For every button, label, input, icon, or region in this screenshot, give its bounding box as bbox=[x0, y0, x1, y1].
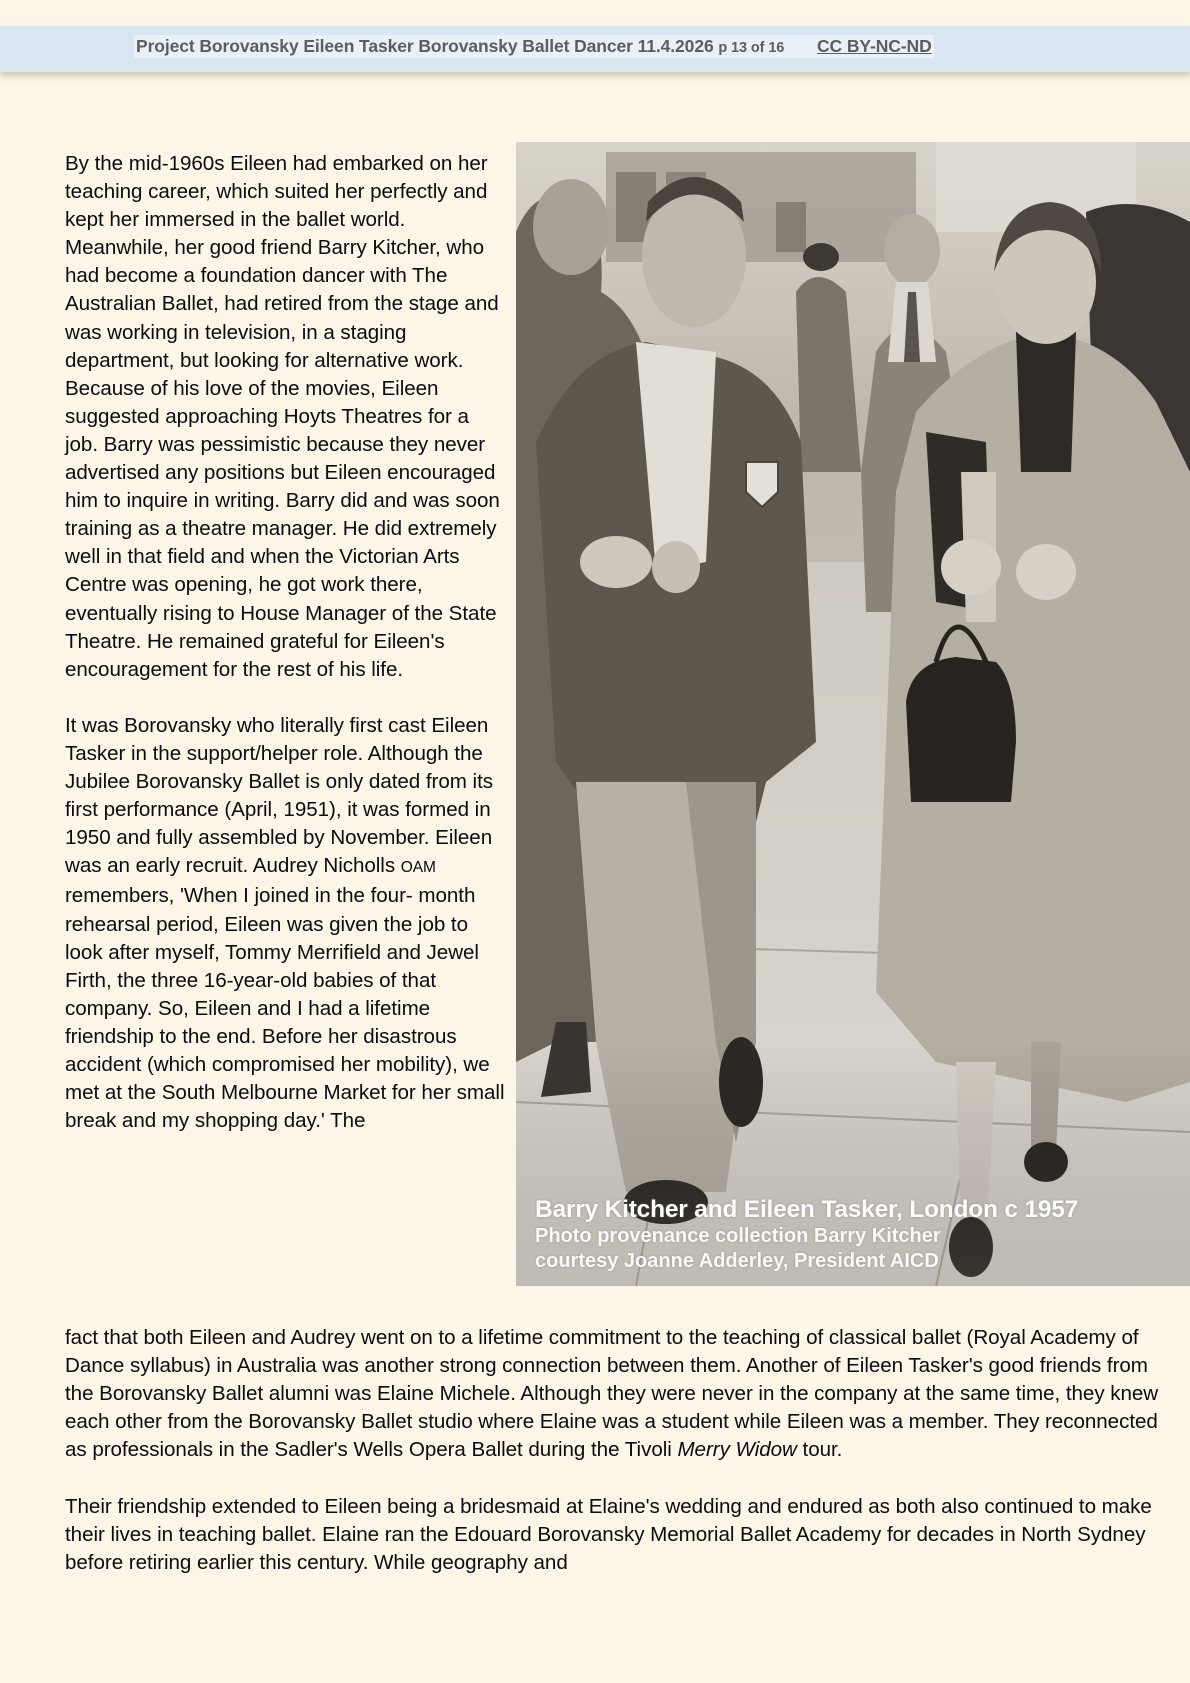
header-title: Project Borovansky Eileen Tasker Borovansky Ballet Dancer 11.4.2026 bbox=[136, 36, 714, 56]
license-link[interactable]: CC BY-NC-ND bbox=[817, 36, 932, 56]
paragraph-text: remembers, 'When I joined in the four- month rehearsal period, Eileen was given the job to look after myself, Tommy Merrifield and Jewel Firth, the three 16-year-old babies of that company. So, Eileen and I had a lifetime friendship to the end. Before her disastrous accident (which compromised her mobility), we met at the South Melbourne Market for her small break and my shopping day.' The bbox=[65, 884, 505, 1133]
left-column bbox=[65, 150, 505, 1135]
paragraph-text: tour. bbox=[796, 1438, 843, 1462]
paragraph-teaching-career: By the mid-1960s Eileen had embarked on her teaching career, which suited her perfectly and kept her immersed in the ballet world. Meanwhile, her good friend Barry Kitcher, who had become a foundation dancer with The Australian Ballet, had retired from the stage and was working in television, in a staging department, but looking for alternative work. Because of his love of the movies, Eileen suggested approaching Hoyts Theatres for a job. Barry was pessimistic because they never advertised any positions but Eileen encouraged him to inquire in writing. Barry did and was soon training as a theatre manager. He did extremely well in that field and when the Victorian Arts Centre was opening, he got work there, eventually rising to House Manager of the State Theatre. He remained grateful for Eileen's encouragement for the rest of his life. bbox=[65, 152, 500, 681]
header-text bbox=[134, 35, 934, 58]
paragraph-borovansky-cast bbox=[65, 712, 505, 1135]
page-number: p 13 of 16 bbox=[718, 40, 785, 56]
full-width-text bbox=[65, 1324, 1175, 1577]
caption-courtesy: courtesy Joanne Adderley, President AICD bbox=[535, 1250, 939, 1272]
paragraph-audrey-elaine bbox=[65, 1324, 1175, 1464]
caption-title: Barry Kitcher and Eileen Tasker, London c 1957 bbox=[535, 1196, 1079, 1223]
photo-caption bbox=[535, 1195, 1078, 1274]
oam-honorific: OAM bbox=[400, 859, 436, 877]
paragraph-text: It was Borovansky who literally first cast Eileen Tasker in the support/helper role. Although the Jubilee Borovansky Ballet is only dated from its first performance (April, 1951), it was formed in 1950 and fully assembled by November. Eileen was an early recruit. Audrey Nicholls bbox=[65, 713, 493, 878]
merry-widow-title: Merry Widow bbox=[677, 1438, 797, 1462]
page-header bbox=[0, 26, 1190, 72]
photo-barry-eileen bbox=[516, 142, 1190, 1286]
caption-provenance: Photo provenance collection Barry Kitcher bbox=[535, 1225, 941, 1247]
photo-image bbox=[516, 142, 1190, 1286]
paragraph-text: fact that both Eileen and Audrey went on to a lifetime commitment to the teaching of classical ballet (Royal Academy of Dance syllabus) in Australia was another strong connection between them. Another of Eileen Tasker's good friends from the Borovansky Ballet alumni was Elaine Michele. Although they were never in the company at the same time, they knew each other from the Borovansky Ballet studio where Elaine was a student while Eileen was a member. They reconnected as professionals in the Sadler's Wells Opera Ballet during the Tivoli bbox=[65, 1326, 1159, 1462]
paragraph-friendship: Their friendship extended to Eileen being a bridesmaid at Elaine's wedding and endured as both also continued to make their lives in teaching ballet. Elaine ran the Edouard Borovansky Memorial Ballet Academy for decades in North Sydney before retiring earlier this century. While geography and bbox=[65, 1494, 1152, 1574]
